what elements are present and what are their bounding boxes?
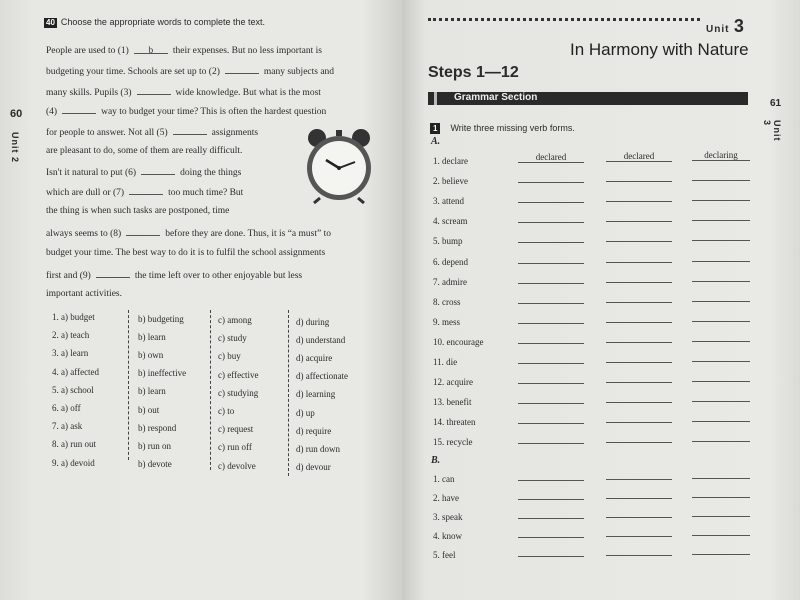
options-column-divider-3 <box>288 310 289 476</box>
verb-item: 12. acquire <box>433 377 473 388</box>
option-item[interactable]: 3. a) learn <box>52 348 89 359</box>
verb-item: 8. cross <box>433 296 461 307</box>
verb-form-input[interactable] <box>518 232 584 243</box>
text-line <box>46 187 243 199</box>
text-segment: are pleasant to do, some of them are really difficult. <box>46 146 243 156</box>
header-dotted-rule <box>428 18 700 21</box>
option-item[interactable]: 6. a) off <box>52 403 81 413</box>
verb-item: 14. threaten <box>433 417 476 428</box>
option-item[interactable]: d) require <box>296 425 332 436</box>
text-segment: budgeting your time. Schools are set up to (2) <box>46 67 220 77</box>
verb-form-input[interactable] <box>606 312 672 323</box>
answer-blank[interactable] <box>96 270 130 278</box>
verb-item: 7. admire <box>433 276 467 287</box>
text-segment: doing the things <box>180 168 242 178</box>
verb-item: 5. feel <box>433 550 456 560</box>
verb-form-input[interactable] <box>518 489 584 500</box>
verb-form-input[interactable] <box>518 293 584 304</box>
option-item[interactable]: c) effective <box>218 369 259 380</box>
text-segment: for people to answer. Not all (5) <box>46 128 168 138</box>
verb-form-input[interactable] <box>518 172 584 183</box>
verb-form-input[interactable] <box>518 470 584 481</box>
verb-form-input[interactable] <box>692 271 750 282</box>
option-item[interactable]: b) own <box>138 349 164 360</box>
grammar-section-bar <box>428 92 748 105</box>
option-item[interactable]: d) run down <box>296 443 340 454</box>
exercise-instruction: Choose the appropriate words to complete the text. <box>60 17 266 27</box>
options-column-divider-2 <box>210 310 211 470</box>
text-segment: People are used to (1) <box>46 46 129 56</box>
verb-form-input[interactable] <box>518 413 584 424</box>
text-line <box>46 87 321 99</box>
text-line <box>46 147 242 157</box>
verb-form-input[interactable] <box>518 313 584 324</box>
exercise-number-badge: 40 <box>46 18 55 27</box>
verb-form-input[interactable] <box>692 371 750 382</box>
section-b-label: B. <box>431 455 441 466</box>
text-line <box>46 46 322 57</box>
answer-blank[interactable] <box>126 228 160 236</box>
option-item[interactable]: 1. a) budget <box>52 312 95 322</box>
text-line <box>46 167 241 179</box>
text-segment: the time left over to other enjoyable but less <box>134 271 303 281</box>
verb-form-input[interactable] <box>692 230 750 241</box>
verb-form-input[interactable] <box>692 525 750 536</box>
text-segment: first and (9) <box>46 271 91 281</box>
verb-form-input[interactable] <box>692 170 750 181</box>
option-item[interactable]: c) buy <box>218 351 241 362</box>
text-segment: (4) <box>46 107 58 117</box>
side-unit-label-right: Unit 3 <box>762 120 782 142</box>
verb-item: 3. speak <box>433 512 463 522</box>
text-line <box>46 228 331 240</box>
alarm-clock-icon <box>300 128 378 204</box>
verb-item: 1. declare <box>433 156 468 166</box>
verb-item: 2. believe <box>433 176 468 187</box>
verb-form-input[interactable] <box>692 391 750 402</box>
text-segment: many skills. Pupils (3) <box>46 88 132 98</box>
verb-form-input[interactable] <box>692 251 750 262</box>
option-item[interactable]: d) devour <box>296 462 331 473</box>
verb-item: 5. bump <box>433 236 463 247</box>
option-item[interactable]: b) learn <box>138 386 166 397</box>
option-item[interactable]: d) affectionate <box>296 371 349 382</box>
text-segment: before they are done. Thus, it is “a must” to <box>165 229 331 239</box>
unit-label: Unit <box>706 24 730 35</box>
verb-form-input[interactable] <box>692 351 750 362</box>
text-segment: always seems to (8) <box>46 229 122 239</box>
verb-form-input[interactable] <box>606 372 672 383</box>
verb-form-input[interactable] <box>606 352 672 363</box>
verb-form-input[interactable] <box>692 544 750 555</box>
answer-blank[interactable] <box>173 127 207 135</box>
verb-item: 10. encourage <box>433 336 484 347</box>
verb-form-input[interactable] <box>518 273 584 284</box>
text-segment: many subjects and <box>263 67 335 77</box>
grammar-bar-notch <box>434 92 437 105</box>
verb-form-input[interactable] <box>518 546 584 557</box>
verb-form-input[interactable] <box>518 527 584 538</box>
option-item[interactable]: d) acquire <box>296 352 333 363</box>
text-segment: important activities. <box>46 289 122 299</box>
verb-form-input[interactable]: declaring <box>692 150 750 161</box>
option-item[interactable]: 4. a) affected <box>52 366 100 377</box>
text-segment: their expenses. But no less important is <box>172 46 322 56</box>
side-unit-label-left: Unit 2 <box>10 132 20 164</box>
option-item[interactable]: d) up <box>296 407 315 418</box>
option-item[interactable]: d) learning <box>296 389 336 400</box>
option-item[interactable]: b) out <box>138 404 160 415</box>
verb-form-input[interactable] <box>692 487 750 498</box>
text-line <box>46 127 258 139</box>
task-number-badge: 1 <box>430 123 440 134</box>
verb-item: 9. mess <box>433 316 460 327</box>
verb-form-input[interactable] <box>606 231 672 242</box>
verb-form-input[interactable] <box>518 253 584 264</box>
unit-title: In Harmony with Nature <box>570 40 749 59</box>
text-segment: the thing is when such tasks are postponed, time <box>46 206 230 216</box>
page-number-left: 60 <box>10 108 23 120</box>
verb-form-input[interactable] <box>518 212 584 223</box>
verb-form-input[interactable] <box>606 392 672 403</box>
verb-form-input[interactable] <box>606 272 672 283</box>
verb-form-input[interactable] <box>518 373 584 384</box>
text-line <box>46 66 334 78</box>
unit-header <box>706 16 744 37</box>
option-item[interactable]: c) study <box>218 333 247 344</box>
answer-blank[interactable] <box>137 87 171 95</box>
answer-blank[interactable]: b <box>134 46 168 54</box>
verb-item: 15. recycle <box>433 437 473 448</box>
verb-form-input[interactable] <box>518 353 584 364</box>
verb-form-input[interactable] <box>692 331 750 342</box>
unit-number: 3 <box>733 16 744 36</box>
option-item[interactable]: b) devote <box>138 459 172 470</box>
verb-form-input[interactable] <box>692 210 750 221</box>
verb-form-input[interactable] <box>692 431 750 442</box>
verb-form-input[interactable] <box>692 291 750 302</box>
verb-form-input[interactable] <box>606 526 672 537</box>
verb-form-input[interactable]: declared <box>518 152 584 163</box>
verb-item: 11. die <box>433 357 458 367</box>
text-segment: wide knowledge. But what is the most <box>175 88 321 98</box>
verb-item: 3. attend <box>433 196 464 207</box>
option-item[interactable]: 8. a) run out <box>52 439 96 450</box>
answer-blank[interactable] <box>62 106 96 114</box>
options-column-divider-1 <box>128 310 129 460</box>
verb-form-input[interactable] <box>606 292 672 303</box>
verb-item: 2. have <box>433 493 459 503</box>
verb-item: 1. can <box>433 474 455 484</box>
option-item[interactable]: c) devolve <box>218 460 256 471</box>
text-line <box>46 270 302 282</box>
exercise-header <box>44 18 265 28</box>
verb-form-input[interactable] <box>518 333 584 344</box>
option-item[interactable]: b) learn <box>138 331 166 342</box>
option-item[interactable]: 7. a) ask <box>52 421 83 432</box>
verb-form-input[interactable] <box>606 332 672 343</box>
steps-title: Steps 1—12 <box>428 64 519 81</box>
answer-blank[interactable] <box>141 167 175 175</box>
verb-form-input[interactable] <box>518 433 584 444</box>
verb-form-input[interactable]: declared <box>606 151 672 162</box>
option-item[interactable]: c) to <box>218 406 235 416</box>
verb-item: 6. depend <box>433 256 468 267</box>
verb-form-input[interactable] <box>518 393 584 404</box>
text-segment: assignments <box>211 128 259 138</box>
verb-form-input[interactable] <box>518 508 584 519</box>
task-header <box>430 118 575 136</box>
text-segment: budget your time. The best way to do it is to fulfil the school assignments <box>46 248 326 258</box>
verb-form-input[interactable] <box>606 545 672 556</box>
verb-form-input[interactable] <box>692 506 750 517</box>
answer-blank[interactable] <box>225 66 259 74</box>
answer-blank[interactable] <box>129 187 163 195</box>
verb-form-input[interactable] <box>606 171 672 182</box>
option-item[interactable]: b) run on <box>138 440 171 451</box>
verb-form-input[interactable] <box>606 211 672 222</box>
option-item[interactable]: c) studying <box>218 387 259 398</box>
verb-form-input[interactable] <box>606 432 672 443</box>
text-segment: which are dull or (7) <box>46 188 125 198</box>
verb-item: 13. benefit <box>433 397 472 408</box>
verb-form-input[interactable] <box>606 469 672 480</box>
text-line <box>46 249 325 259</box>
verb-form-input[interactable] <box>606 488 672 499</box>
text-segment: way to budget your time? This is often the hardest question <box>101 107 327 117</box>
option-item[interactable]: 5. a) school <box>52 384 94 395</box>
option-item[interactable]: b) ineffective <box>138 368 187 379</box>
verb-form-input[interactable] <box>606 191 672 202</box>
verb-item: 4. know <box>433 531 462 541</box>
text-line <box>46 106 326 118</box>
option-item[interactable]: 9. a) devoid <box>52 457 95 468</box>
section-a-label: A. <box>431 136 441 147</box>
text-segment: too much time? But <box>168 188 244 198</box>
text-line <box>46 207 229 217</box>
task-instruction: Write three missing verb forms. <box>450 123 575 133</box>
option-item[interactable]: c) request <box>218 424 254 435</box>
verb-form-input[interactable] <box>606 412 672 423</box>
text-segment: Isn't it natural to put (6) <box>46 168 137 178</box>
verb-form-input[interactable] <box>692 411 750 422</box>
option-item[interactable]: c) among <box>218 315 252 325</box>
option-item[interactable]: c) run off <box>218 442 252 453</box>
text-line <box>46 290 122 300</box>
grammar-section-title: Grammar Section <box>454 92 538 103</box>
option-item[interactable]: b) respond <box>138 422 177 433</box>
verb-form-input[interactable] <box>692 190 750 201</box>
page-number-right: 61 <box>770 98 782 109</box>
option-item[interactable]: 2. a) teach <box>52 330 90 341</box>
verb-form-input[interactable] <box>606 252 672 263</box>
verb-form-input[interactable] <box>692 468 750 479</box>
option-item[interactable]: d) during <box>296 316 330 327</box>
option-item[interactable]: b) budgeting <box>138 313 184 324</box>
verb-form-input[interactable] <box>518 192 584 203</box>
verb-form-input[interactable] <box>606 507 672 518</box>
verb-form-input[interactable] <box>692 311 750 322</box>
verb-item: 4. scream <box>433 216 468 227</box>
option-item[interactable]: d) understand <box>296 334 346 345</box>
